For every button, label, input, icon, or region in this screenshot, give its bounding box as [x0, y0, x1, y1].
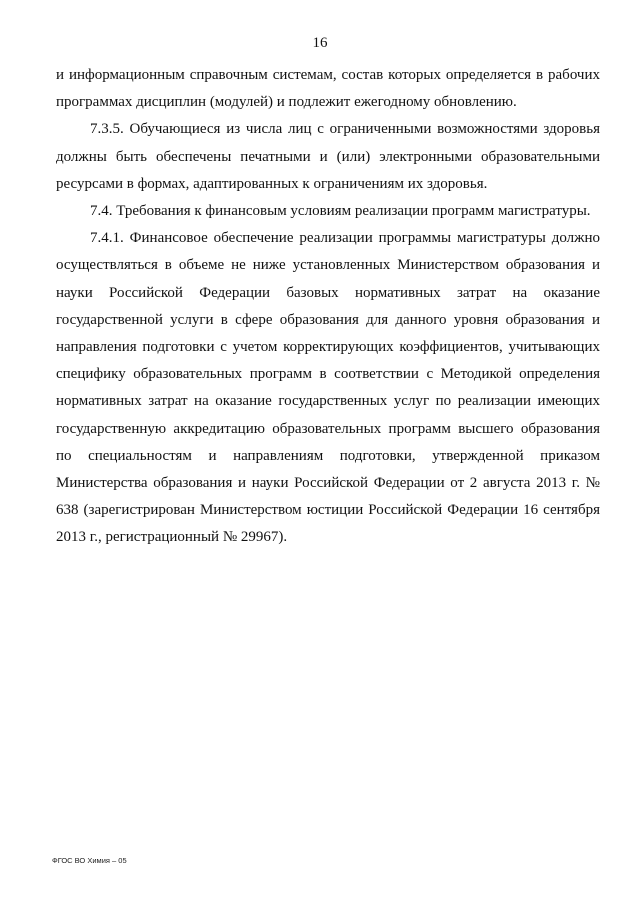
document-footer: ФГОС ВО Химия – 05	[52, 856, 127, 865]
paragraph-7-4-1: 7.4.1. Финансовое обеспечение реализации программы магистратуры должно осуществляться в объеме не ниже установленных Министерством образования и науки Российской Федерации базовых нормативных затрат на оказание государственной услуги в сфере образования для данного уровня образования и направления подготовки с учетом корректирующих коэффициентов, учитывающих специфику образовательных программ в соответствии с Методикой определения нормативных затрат на оказание государственных услуг по реализации имеющих государственную аккредитацию образовательных программ высшего образования по специальностям и направлениям подготовки, утвержденной приказом Министерства образования и науки Российской Федерации от 2 августа 2013 г. № 638 (зарегистрирован Министерством юстиции Российской Федерации 16 сентября 2013 г., регистрационный № 29967).	[56, 230, 600, 546]
paragraph-7-3-5: 7.3.5. Обучающиеся из числа лиц с ограниченными возможностями здоровья должны быть обеспечены печатными и (или) электронными образовательными ресурсами в формах, адаптированных к ограничениям их здоровья.	[56, 121, 600, 192]
page-number: 16	[312, 35, 328, 51]
document-body	[56, 62, 600, 552]
paragraph-continuation: и информационным справочным системам, состав которых определяется в рабочих программах дисциплин (модулей) и подлежит ежегодному обновлению.	[56, 67, 600, 111]
paragraph-7-4: 7.4. Требования к финансовым условиям реализации программ магистратуры.	[90, 203, 591, 220]
